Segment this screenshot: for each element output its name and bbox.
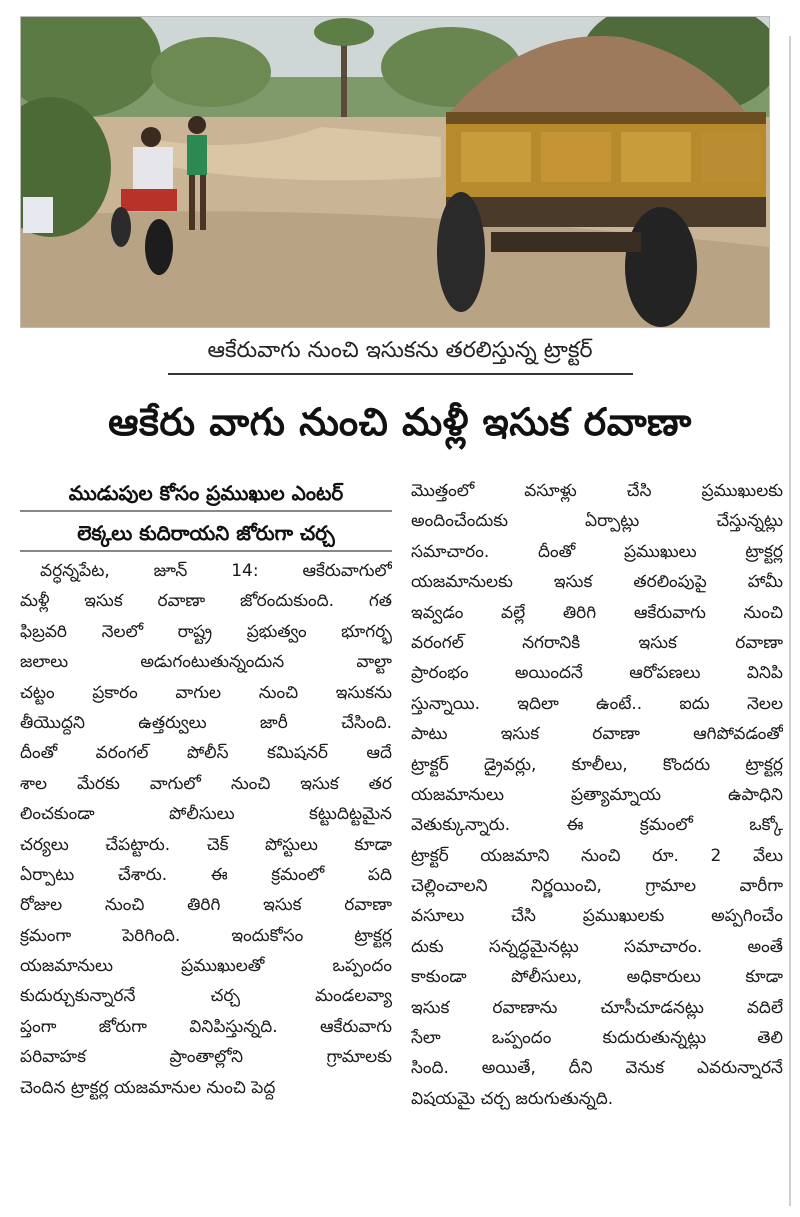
column-rule [789, 36, 791, 1206]
body-text-line: లించకుండా పోలీసులు కట్టుదిట్టమైన [20, 804, 392, 825]
body-text-line: కాకుండా పోలీసులు, అధికారులు కూడా [411, 967, 783, 988]
body-text-line: అందించేందుకు ఏర్పాట్లు చేస్తున్నట్లు [411, 511, 783, 532]
body-text-line: యజమానులకు ఇసుక తరలింపుపై హామీ [411, 572, 783, 593]
body-text-line: సమాచారం. దీంతో ప్రముఖులు ట్రాక్టర్ల [411, 541, 783, 562]
body-text-line: కుదుర్చుకున్నారనే చర్చ మండలవ్యా [20, 986, 392, 1007]
body-text-line: చెందిన ట్రాక్టర్ల యజమానుల నుంచి పెద్ద [20, 1077, 276, 1098]
body-text-line: సింది. అయితే, దీని వెనుక ఎవరున్నారనే [411, 1058, 783, 1079]
body-text-line: వసూలు చేసి ప్రముఖులకు అప్పగించేం [411, 906, 783, 927]
body-text-line: యజమానులు ప్రముఖులతో ఒప్పందం [20, 956, 392, 977]
body-text-line: ఫిబ్రవరి నెలలో రాష్ట్ర ప్రభుత్వం భూగర్భ [20, 621, 392, 642]
subheading: లెక్కలు కుదిరాయని జోరుగా చర్చ [20, 516, 392, 552]
body-text-line: స్తున్నాయి. ఇదిలా ఉంటే.. ఐదు నెలల [411, 693, 783, 714]
body-text-line: వర్ధన్నపేట, జూన్ 14: ఆకేరువాగులో [40, 561, 392, 581]
body-text-line: క్రమంగా పెరిగింది. ఇందుకోసం ట్రాక్టర్ల [20, 925, 392, 946]
body-text-line: చర్యలు చేపట్టారు. చెక్ పోస్టులు కూడా [20, 834, 392, 855]
body-text-line: పరివాహక ప్రాంతాల్లోని గ్రామాలకు [20, 1047, 392, 1068]
body-text-line: విషయమై చర్చ జరుగుతున్నది. [411, 1088, 614, 1109]
body-text-line: ఇసుక రవాణాను చూసీచూడనట్లు వదిలే [411, 997, 783, 1018]
body-text-line: యజమానులు ప్రత్యామ్నాయ ఉపాధిని [411, 784, 783, 805]
body-text-line: రోజుల నుంచి తిరిగి ఇసుక రవాణా [20, 895, 392, 916]
body-text-line: ప్తంగా జోరుగా వినిపిస్తున్నది. ఆకేరువాగు [20, 1016, 392, 1037]
headline: ఆకేరు వాగు నుంచి మళ్లీ ఇసుక రవాణా [108, 400, 692, 444]
news-photo-tractor-sand [20, 16, 770, 328]
body-text-line: ట్రాక్టర్ యజమాని నుంచి రూ. 2 వేలు [411, 845, 783, 866]
caption-underline [168, 373, 633, 375]
body-text-line: సేలా ఒప్పందం కుదురుతున్నట్లు తెలి [411, 1028, 783, 1049]
body-text-line: తీయొద్దని ఉత్తర్వులు జారీ చేసింది. [20, 712, 392, 733]
body-text-line: మళ్లీ ఇసుక రవాణా జోరందుకుంది. గత [20, 591, 392, 612]
body-text-line: వరంగల్ నగరానికి ఇసుక రవాణా [411, 632, 783, 653]
tractor-scene-illustration [21, 17, 769, 327]
body-text-line: ఏర్పాటు చేశారు. ఈ క్రమంలో పది [20, 864, 392, 885]
body-text-line: మొత్తంలో వసూళ్లు చేసి ప్రముఖులకు [411, 481, 783, 501]
body-text-line: ప్రారంభం అయిందనే ఆరోపణలు వినిపి [411, 663, 783, 684]
subheading: ముడుపుల కోసం ప్రముఖుల ఎంటర్ [20, 476, 392, 512]
right-body-text [411, 476, 783, 1114]
body-text-line: దుకు సన్నద్ధమైనట్లు సమాచారం. అంతే [411, 936, 783, 957]
body-text-line: ట్రాక్టర్ డ్రైవర్లు, కూలీలు, కొందరు ట్రాక్టర్ల [411, 754, 783, 775]
body-text-line: వెతుక్కున్నారు. ఈ క్రమంలో ఒక్కో [411, 815, 783, 836]
article-left-column [20, 476, 392, 1103]
body-text-line: ఇవ్వడం వల్లే తిరిగి ఆకేరువాగు నుంచి [411, 602, 783, 623]
body-text-line: పాటు ఇసుక రవాణా ఆగిపోవడంతో [411, 724, 783, 745]
body-text-line: చెల్లించాలని నిర్ణయించి, గ్రామాల వారీగా [411, 876, 783, 897]
body-text-line: దీంతో వరంగల్ పోలీస్ కమిషనర్ ఆదే [20, 743, 392, 764]
article-right-column [411, 476, 783, 1114]
left-body-text [20, 556, 392, 1103]
photo-caption: ఆకేరువాగు నుంచి ఇసుకను తరలిస్తున్న ట్రాక్టర్ [207, 338, 593, 363]
body-text-line: శాల మేరకు వాగులో నుంచి ఇసుక తర [20, 773, 392, 794]
body-text-line: చట్టం ప్రకారం వాగుల నుంచి ఇసుకను [20, 682, 392, 703]
body-text-line: జలాలు అడుగంటుతున్నందున వాల్టా [20, 652, 392, 673]
